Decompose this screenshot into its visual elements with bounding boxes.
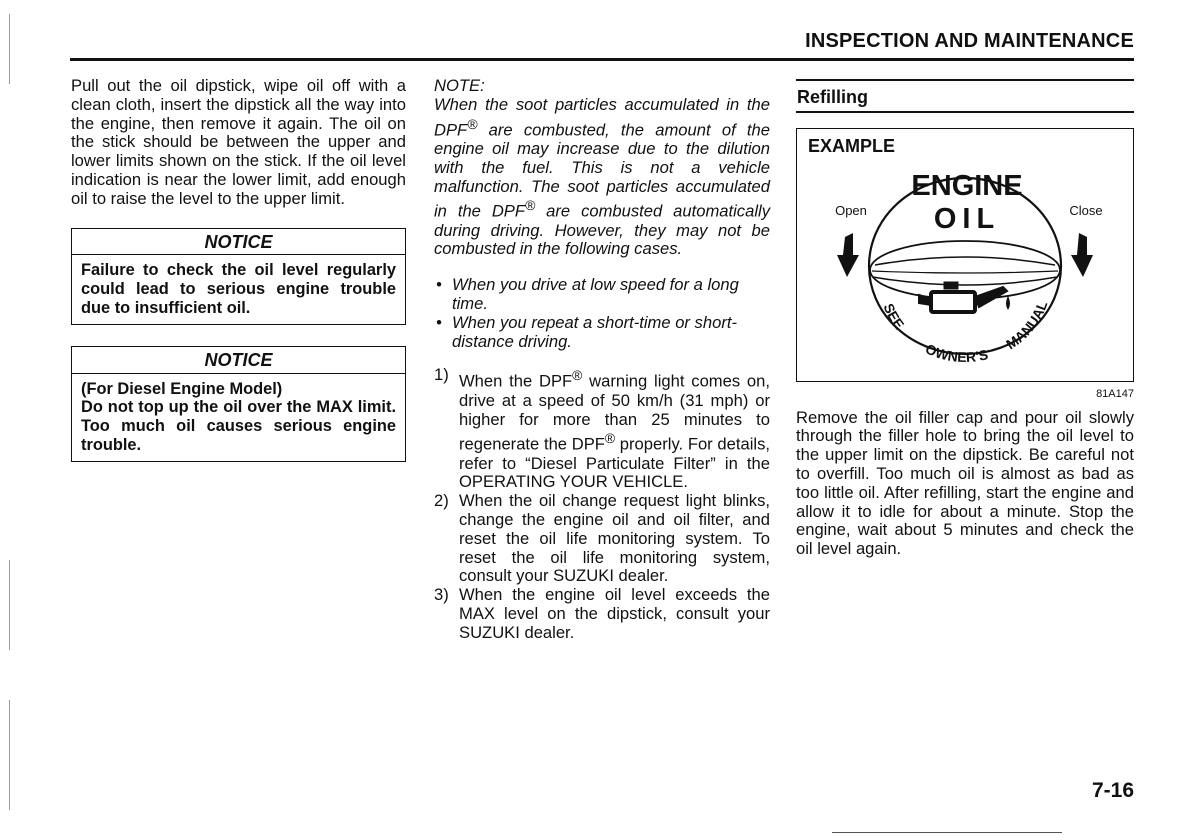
step-number: 3) xyxy=(434,585,449,605)
step-text: When the oil change request light blinks, change the engine oil and oil filter, and reset the oil life monitoring system. To reset the oil life monitoring system, consult your SUZUKI dealer. xyxy=(459,491,770,586)
note-text xyxy=(434,96,770,259)
note-text-part: When the soot particles accumulated in the DPF xyxy=(434,94,770,140)
step-text-part: warning light comes on, drive at a speed of 50 km/h (31 mph) or higher for more than 25 minutes to regenerate the DPF xyxy=(459,371,770,454)
step-text-part: When the DPF xyxy=(459,371,573,391)
registered-mark: ® xyxy=(604,430,616,447)
step-item xyxy=(434,586,770,642)
section-title: INSPECTION AND MAINTENANCE xyxy=(805,30,1134,52)
ring-text-owners: OWNER'S xyxy=(923,340,990,365)
bullet-item xyxy=(434,276,770,314)
close-arrow-icon xyxy=(1071,233,1093,277)
figure-code: 81A147 xyxy=(1096,387,1134,400)
margin-line xyxy=(9,700,10,810)
registered-mark: ® xyxy=(572,367,583,384)
note-block xyxy=(434,77,770,259)
margin-line xyxy=(9,14,10,84)
dipstick-paragraph: Pull out the oil dipstick, wipe oil off with a clean cloth, insert the dipstick all the way into the engine, then remove it again. The oil on the stick should be between the upper and lower limits shown on the stick. If the oil level indication is near the lower limit, add enough oil to raise the level to the upper limit. xyxy=(71,76,406,208)
registered-mark: ® xyxy=(467,115,478,132)
ring-text-manual: MANUAL xyxy=(1003,298,1051,353)
notice-body-line1: (For Diesel Engine Model) xyxy=(81,379,283,398)
note-text-part: are combusted, the amount of the engine oil may increase due to the dilution with the fuel. This is not a vehicle malfunction. The soot particles accumulated in the DPF xyxy=(434,120,770,221)
notice-title: NOTICE xyxy=(72,347,405,374)
oil-filler-cap-illustration xyxy=(797,129,1133,379)
right-column xyxy=(796,77,1134,559)
step-number: 1) xyxy=(434,365,449,385)
header-rule xyxy=(70,58,1134,61)
refilling-bottom-rule xyxy=(796,111,1134,113)
notice-body: Failure to check the oil level regularly could lead to serious engine trouble due to insufficient oil. xyxy=(81,261,396,317)
bullet-text: When you drive at low speed for a long time. xyxy=(452,275,739,314)
close-label: Close xyxy=(1069,202,1103,218)
bullet-text: When you repeat a short-time or short-distance driving. xyxy=(452,312,737,351)
step-item xyxy=(434,366,770,492)
note-label: NOTE: xyxy=(434,76,485,95)
step-number: 2) xyxy=(434,491,449,511)
left-column xyxy=(71,77,406,462)
open-arrow-icon xyxy=(837,233,859,277)
notice-body xyxy=(72,374,405,461)
numbered-steps xyxy=(434,366,770,642)
bullet-list xyxy=(434,276,770,351)
cap-text-oil: OIL xyxy=(933,202,1001,235)
notice-box-diesel xyxy=(71,346,406,462)
middle-column xyxy=(434,77,770,643)
margin-line xyxy=(9,560,10,650)
open-label: Open xyxy=(835,202,867,218)
bullet-dot: • xyxy=(436,275,442,295)
oil-cap-figure xyxy=(796,128,1134,382)
bottom-rule xyxy=(832,832,1062,833)
refilling-paragraph: Remove the oil filler cap and pour oil slowly through the filler hole to bring the oil level to the upper limit on the dipstick. Be careful not to overfill. Too much oil is almost as bad as too little oil. After refilling, start the engine and allow it to idle for about a minute. Stop the engine, wait about 5 minutes and check the oil level again. xyxy=(796,407,1134,559)
page-number: 7-16 xyxy=(1091,779,1134,802)
registered-mark: ® xyxy=(525,197,536,214)
notice-body-line2: Do not top up the oil over the MAX limit. Too much oil causes serious engine trouble. xyxy=(81,398,396,454)
example-label: EXAMPLE xyxy=(808,135,896,156)
bullet-item xyxy=(434,314,770,352)
refilling-heading: Refilling xyxy=(797,87,868,107)
ring-text-see: SEE xyxy=(880,300,908,332)
step-text-part: properly. For details, refer to “Diesel Particulate Filter” in the OPERATING YOUR VEHICLE. xyxy=(459,434,770,492)
bullet-dot: • xyxy=(436,312,442,332)
step-item xyxy=(434,492,770,586)
cap-text-engine: ENGINE xyxy=(911,169,1023,202)
notice-title: NOTICE xyxy=(72,229,405,256)
step-text: When the engine oil level exceeds the MAX level on the dipstick, consult your SUZUKI dealer. xyxy=(459,585,770,642)
note-text-part: are combusted automatically during driving. However, they may not be combusted in the following cases. xyxy=(434,201,770,259)
notice-box-oil-level xyxy=(71,228,406,325)
